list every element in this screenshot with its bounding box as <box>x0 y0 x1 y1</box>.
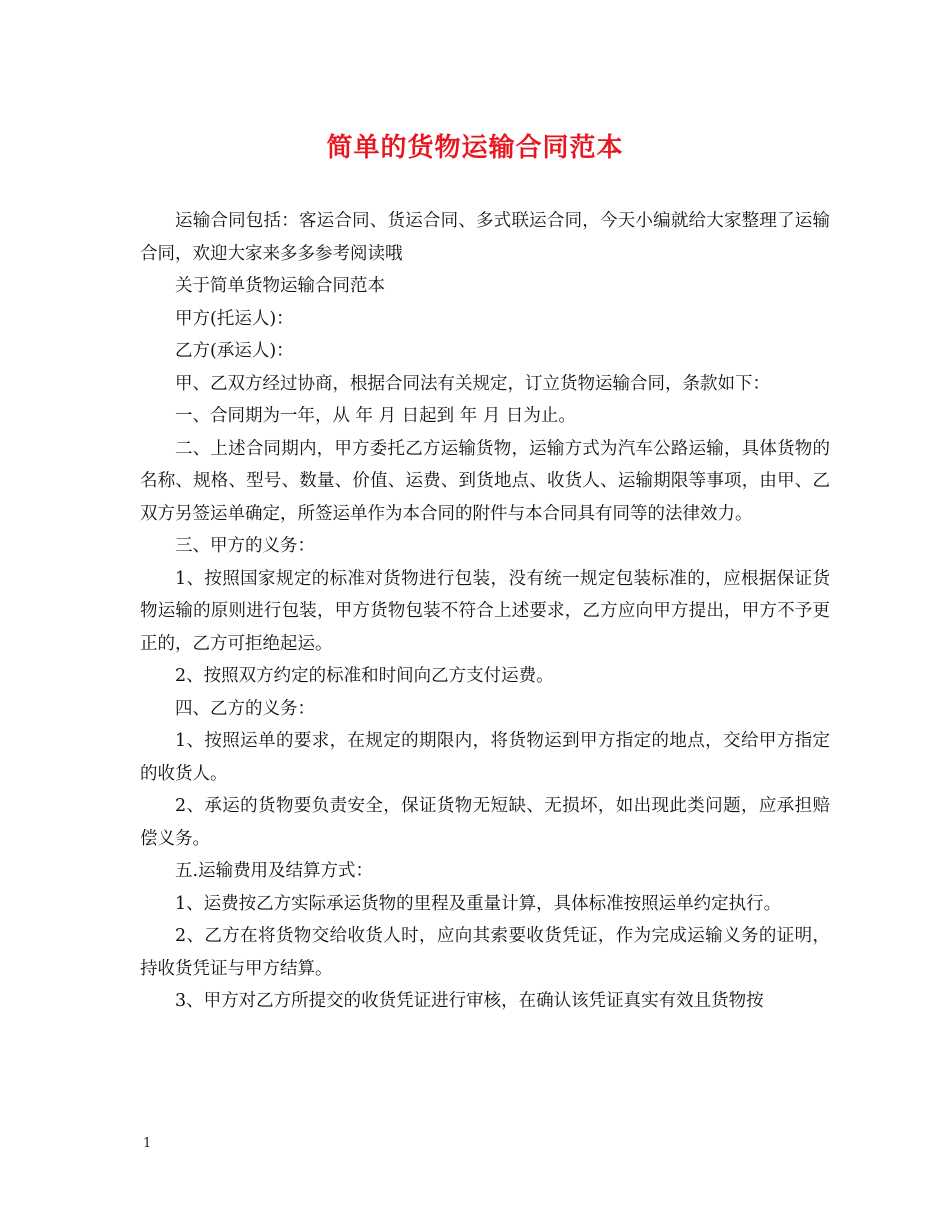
document-title: 简单的货物运输合同范本 <box>326 133 624 163</box>
paragraph-party-a: 甲方(托运人)： <box>175 308 294 329</box>
paragraph-party-b: 乙方(承运人)： <box>175 341 294 361</box>
clause-5-item-2: 2、乙方在将货物交给收货人时，应向其索要收货凭证，作为完成运输义务的证明，持收货凭证与甲方结算。 <box>140 926 830 979</box>
paragraph-intro: 运输合同包括：客运合同、货运合同、多式联运合同，今天小编就给大家整理了运输合同，欢迎大家来多多参考阅读哦 <box>140 211 830 264</box>
page-number: 1 <box>143 1136 152 1151</box>
clause-4-heading: 四、乙方的义务： <box>175 698 315 719</box>
clause-4-item-2: 2、承运的货物要负责安全，保证货物无短缺、无损坏，如出现此类问题，应承担赔偿义务。 <box>140 796 830 849</box>
document-body <box>140 205 830 1018</box>
clause-4-item-1: 1、按照运单的要求，在规定的期限内，将货物运到甲方指定的地点，交给甲方指定的收货人。 <box>140 731 830 784</box>
clause-5-heading: 五.运输费用及结算方式： <box>175 861 374 881</box>
clause-1-term: 一、合同期为一年，从 年 月 日起到 年 月 日为止。 <box>175 406 576 426</box>
paragraph-preamble: 甲、乙双方经过协商，根据合同法有关规定，订立货物运输合同，条款如下： <box>175 373 770 394</box>
clause-2-scope: 二、上述合同期内，甲方委托乙方运输货物，运输方式为汽车公路运输，具体货物的名称、规格、型号、数量、价值、运费、到货地点、收货人、运输期限等事项，由甲、乙双方另签运单确定，所签运单作为本合同的附件与本合同具有同等的法律效力。 <box>140 438 830 524</box>
clause-3-heading: 三、甲方的义务： <box>175 536 315 556</box>
clause-3-item-2: 2、按照双方约定的标准和时间向乙方支付运费。 <box>175 666 554 686</box>
paragraph-subtitle: 关于简单货物运输合同范本 <box>175 276 385 296</box>
clause-5-item-3: 3、甲方对乙方所提交的收货凭证进行审核，在确认该凭证真实有效且货物按 <box>175 991 764 1011</box>
clause-5-item-1: 1、运费按乙方实际承运货物的里程及重量计算，具体标准按照运单约定执行。 <box>175 893 782 914</box>
clause-3-item-1: 1、按照国家规定的标准对货物进行包装，没有统一规定包装标准的，应根据保证货物运输的原则进行包装，甲方货物包装不符合上述要求，乙方应向甲方提出，甲方不予更正的，乙方可拒绝起运。 <box>140 568 830 654</box>
